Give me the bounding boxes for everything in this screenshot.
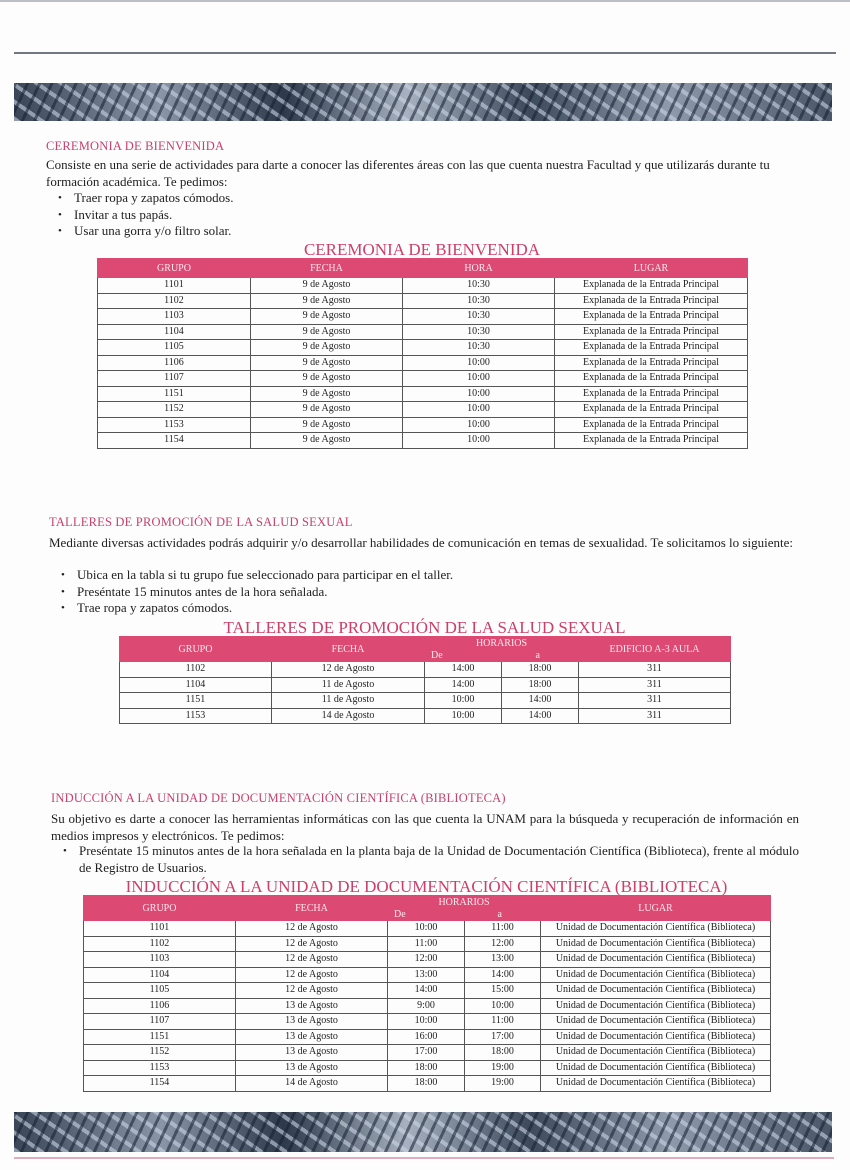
table-cell: 10:30 bbox=[403, 278, 555, 294]
table-cell: 9 de Agosto bbox=[251, 340, 403, 356]
table-cell: 9 de Agosto bbox=[251, 402, 403, 418]
table-cell: 311 bbox=[579, 677, 731, 693]
horarios-a-label: a bbox=[497, 909, 502, 920]
table-cell: 11 de Agosto bbox=[272, 677, 425, 693]
table-cell: 10:00 bbox=[388, 1014, 465, 1030]
section-intro-talleres: Mediante diversas actividades podrás adquirir y/o desarrollar habilidades de comunicación en temas de sexualidad. Te solicitamos lo siguiente: bbox=[49, 535, 793, 550]
table-cell: 13:00 bbox=[388, 967, 465, 983]
talleres-schedule-table bbox=[119, 636, 731, 724]
table-cell: 1153 bbox=[120, 708, 272, 724]
list-item: • Preséntate 15 minutos antes de la hora señalada. bbox=[49, 584, 749, 601]
table-cell: 13 de Agosto bbox=[236, 998, 388, 1014]
bottom-decorative-banner bbox=[14, 1112, 832, 1152]
table-cell: 14:00 bbox=[465, 967, 541, 983]
table-cell: 1103 bbox=[84, 952, 236, 968]
table-cell: 11:00 bbox=[465, 1014, 541, 1030]
table-cell: Unidad de Documentación Científica (Biblioteca) bbox=[541, 983, 771, 999]
table-cell: 1101 bbox=[84, 921, 236, 937]
table-cell: Unidad de Documentación Científica (Biblioteca) bbox=[541, 952, 771, 968]
table-cell: Explanada de la Entrada Principal bbox=[555, 371, 748, 387]
table-cell: Unidad de Documentación Científica (Biblioteca) bbox=[541, 967, 771, 983]
table-cell: 17:00 bbox=[465, 1029, 541, 1045]
table-cell: 10:00 bbox=[403, 386, 555, 402]
table-cell: Explanada de la Entrada Principal bbox=[555, 340, 748, 356]
table-cell: Unidad de Documentación Científica (Biblioteca) bbox=[541, 1060, 771, 1076]
table-cell: 13 de Agosto bbox=[236, 1029, 388, 1045]
list-item: • Usar una gorra y/o filtro solar. bbox=[46, 223, 746, 240]
table-row bbox=[84, 952, 771, 968]
column-header-grupo: GRUPO bbox=[84, 896, 236, 921]
table-cell: 13 de Agosto bbox=[236, 1060, 388, 1076]
table-cell: 10:00 bbox=[465, 998, 541, 1014]
table-cell: 16:00 bbox=[388, 1029, 465, 1045]
table-cell: 10:00 bbox=[388, 921, 465, 937]
table-row bbox=[120, 662, 731, 678]
table-cell: Unidad de Documentación Científica (Biblioteca) bbox=[541, 1045, 771, 1061]
table-cell: 1151 bbox=[84, 1029, 236, 1045]
table-cell: 1154 bbox=[84, 1076, 236, 1092]
column-header-aula: EDIFICIO A-3 AULA bbox=[579, 637, 731, 662]
table-cell: 14:00 bbox=[425, 662, 502, 678]
table-cell: 18:00 bbox=[502, 677, 579, 693]
table-cell: 9 de Agosto bbox=[251, 355, 403, 371]
table-cell: Unidad de Documentación Científica (Biblioteca) bbox=[541, 998, 771, 1014]
horarios-label: HORARIOS bbox=[438, 897, 490, 908]
column-header-lugar: LUGAR bbox=[555, 259, 748, 278]
table-cell: 17:00 bbox=[388, 1045, 465, 1061]
table-cell: 14 de Agosto bbox=[272, 708, 425, 724]
table-cell: Explanada de la Entrada Principal bbox=[555, 433, 748, 449]
table-cell: Explanada de la Entrada Principal bbox=[555, 417, 748, 433]
table-cell: 1102 bbox=[84, 936, 236, 952]
column-header-fecha: FECHA bbox=[251, 259, 403, 278]
horarios-a-label: a bbox=[535, 650, 540, 661]
table-cell: 14:00 bbox=[425, 677, 502, 693]
table-row bbox=[98, 386, 748, 402]
table-title-biblioteca: INDUCCIÓN A LA UNIDAD DE DOCUMENTACIÓN CIENTÍFICA (BIBLIOTECA) bbox=[125, 877, 728, 896]
table-row bbox=[98, 324, 748, 340]
table-row bbox=[84, 1029, 771, 1045]
table-cell: Explanada de la Entrada Principal bbox=[555, 324, 748, 340]
table-cell: 1105 bbox=[84, 983, 236, 999]
table-row bbox=[98, 340, 748, 356]
table-cell: 1103 bbox=[98, 309, 251, 325]
table-cell: 18:00 bbox=[465, 1045, 541, 1061]
table-cell: Unidad de Documentación Científica (Biblioteca) bbox=[541, 1029, 771, 1045]
table-cell: Explanada de la Entrada Principal bbox=[555, 278, 748, 294]
table-row bbox=[120, 693, 731, 709]
bullet-list-talleres bbox=[49, 567, 749, 617]
table-title-ceremonia: CEREMONIA DE BIENVENIDA bbox=[303, 240, 541, 259]
table-cell: 12 de Agosto bbox=[236, 967, 388, 983]
table-cell: 1107 bbox=[84, 1014, 236, 1030]
column-header-grupo: GRUPO bbox=[98, 259, 251, 278]
table-cell: 19:00 bbox=[465, 1060, 541, 1076]
list-item: • Preséntate 15 minutos antes de la hora señalada en la planta baja de la Unidad de Documentación Científica (Biblioteca), frente al módulo de Registro de Usuarios. bbox=[51, 843, 799, 876]
table-cell: 14:00 bbox=[502, 708, 579, 724]
table-cell: 311 bbox=[579, 693, 731, 709]
table-cell: 9 de Agosto bbox=[251, 417, 403, 433]
table-cell: 1104 bbox=[98, 324, 251, 340]
table-cell: 9:00 bbox=[388, 998, 465, 1014]
table-cell: Unidad de Documentación Científica (Biblioteca) bbox=[541, 1014, 771, 1030]
table-row bbox=[84, 1060, 771, 1076]
table-cell: 1104 bbox=[84, 967, 236, 983]
table-cell: 10:00 bbox=[403, 402, 555, 418]
table-cell: 9 de Agosto bbox=[251, 371, 403, 387]
table-cell: 1104 bbox=[120, 677, 272, 693]
column-header-lugar: LUGAR bbox=[541, 896, 771, 921]
list-item: • Ubica en la tabla si tu grupo fue seleccionado para participar en el taller. bbox=[49, 567, 749, 584]
table-cell: 18:00 bbox=[388, 1060, 465, 1076]
section-intro-biblioteca: Su objetivo es darte a conocer las herramientas informáticas con las que cuenta la UNAM para la búsqueda y recuperación de información en medios impresos y electrónicos. Te pedimos: bbox=[51, 811, 799, 843]
table-cell: Explanada de la Entrada Principal bbox=[555, 355, 748, 371]
table-row bbox=[84, 1045, 771, 1061]
section-heading-talleres: TALLERES DE PROMOCIÓN DE LA SALUD SEXUAL bbox=[49, 515, 353, 529]
table-cell: 1106 bbox=[98, 355, 251, 371]
table-cell: 18:00 bbox=[388, 1076, 465, 1092]
table-cell: 12 de Agosto bbox=[272, 662, 425, 678]
list-item: • Traer ropa y zapatos cómodos. bbox=[46, 190, 746, 207]
horarios-de-label: De bbox=[431, 650, 443, 661]
table-cell: 13:00 bbox=[465, 952, 541, 968]
table-cell: Explanada de la Entrada Principal bbox=[555, 309, 748, 325]
table-cell: 1102 bbox=[98, 293, 251, 309]
table-row bbox=[98, 309, 748, 325]
table-cell: Unidad de Documentación Científica (Biblioteca) bbox=[541, 921, 771, 937]
table-cell: 13 de Agosto bbox=[236, 1045, 388, 1061]
table-row bbox=[84, 936, 771, 952]
table-cell: 1102 bbox=[120, 662, 272, 678]
table-cell: 18:00 bbox=[502, 662, 579, 678]
table-cell: 10:00 bbox=[425, 708, 502, 724]
list-item: • Invitar a tus papás. bbox=[46, 207, 746, 224]
table-cell: Unidad de Documentación Científica (Biblioteca) bbox=[541, 1076, 771, 1092]
table-cell: 13 de Agosto bbox=[236, 1014, 388, 1030]
table-cell: 14:00 bbox=[502, 693, 579, 709]
table-cell: 10:30 bbox=[403, 293, 555, 309]
table-cell: 10:00 bbox=[403, 355, 555, 371]
table-row bbox=[98, 355, 748, 371]
bullet-list-biblioteca bbox=[51, 843, 799, 876]
table-cell: 11 de Agosto bbox=[272, 693, 425, 709]
table-row bbox=[98, 402, 748, 418]
column-header-fecha: FECHA bbox=[272, 637, 425, 662]
section-heading-ceremonia: CEREMONIA DE BIENVENIDA bbox=[46, 139, 225, 153]
table-cell: 12 de Agosto bbox=[236, 983, 388, 999]
table-cell: 1151 bbox=[98, 386, 251, 402]
table-cell: 1153 bbox=[98, 417, 251, 433]
bullet-list-ceremonia bbox=[46, 190, 746, 240]
biblioteca-schedule-table bbox=[83, 895, 771, 1092]
table-row bbox=[98, 293, 748, 309]
section-intro-ceremonia: Consiste en una serie de actividades para darte a conocer las diferentes áreas con las que cuenta nuestra Facultad y que utilizarás durante tu formación académica. Te pedimos: bbox=[46, 157, 770, 189]
table-cell: 19:00 bbox=[465, 1076, 541, 1092]
table-row bbox=[98, 278, 748, 294]
table-cell: 14:00 bbox=[388, 983, 465, 999]
table-cell: 1101 bbox=[98, 278, 251, 294]
table-cell: 1151 bbox=[120, 693, 272, 709]
table-cell: 10:00 bbox=[403, 371, 555, 387]
header-rule bbox=[14, 52, 836, 54]
table-cell: 1106 bbox=[84, 998, 236, 1014]
table-row bbox=[84, 983, 771, 999]
table-row bbox=[120, 677, 731, 693]
table-row bbox=[84, 1014, 771, 1030]
table-cell: 10:30 bbox=[403, 340, 555, 356]
table-cell: 12:00 bbox=[388, 952, 465, 968]
table-cell: Explanada de la Entrada Principal bbox=[555, 402, 748, 418]
table-cell: 9 de Agosto bbox=[251, 278, 403, 294]
table-cell: 311 bbox=[579, 662, 731, 678]
table-cell: 10:00 bbox=[425, 693, 502, 709]
column-header-fecha: FECHA bbox=[236, 896, 388, 921]
table-cell: 12 de Agosto bbox=[236, 921, 388, 937]
column-header-horarios bbox=[425, 637, 579, 662]
table-row bbox=[84, 998, 771, 1014]
table-cell: Explanada de la Entrada Principal bbox=[555, 293, 748, 309]
table-cell: 10:30 bbox=[403, 324, 555, 340]
ceremonia-schedule-table bbox=[97, 258, 748, 449]
footer-rule bbox=[14, 1157, 834, 1159]
table-cell: 9 de Agosto bbox=[251, 293, 403, 309]
table-cell: 1153 bbox=[84, 1060, 236, 1076]
table-row bbox=[98, 433, 748, 449]
table-cell: 12 de Agosto bbox=[236, 952, 388, 968]
horarios-de-label: De bbox=[394, 909, 406, 920]
table-cell: 9 de Agosto bbox=[251, 309, 403, 325]
table-cell: 9 de Agosto bbox=[251, 386, 403, 402]
table-row bbox=[84, 1076, 771, 1092]
list-item: • Trae ropa y zapatos cómodos. bbox=[49, 600, 749, 617]
table-cell: 12 de Agosto bbox=[236, 936, 388, 952]
section-heading-biblioteca: INDUCCIÓN A LA UNIDAD DE DOCUMENTACIÓN CIENTÍFICA (BIBLIOTECA) bbox=[51, 791, 506, 805]
table-row bbox=[84, 967, 771, 983]
table-cell: 311 bbox=[579, 708, 731, 724]
table-cell: Explanada de la Entrada Principal bbox=[555, 386, 748, 402]
table-cell: 1107 bbox=[98, 371, 251, 387]
top-decorative-banner bbox=[14, 83, 832, 121]
table-row bbox=[98, 371, 748, 387]
table-cell: 10:00 bbox=[403, 417, 555, 433]
table-cell: 10:00 bbox=[403, 433, 555, 449]
table-cell: 1105 bbox=[98, 340, 251, 356]
table-cell: 1152 bbox=[98, 402, 251, 418]
table-cell: 9 de Agosto bbox=[251, 324, 403, 340]
table-row bbox=[120, 708, 731, 724]
table-cell: 9 de Agosto bbox=[251, 433, 403, 449]
top-edge-line bbox=[0, 0, 850, 2]
table-cell: 12:00 bbox=[465, 936, 541, 952]
table-cell: Unidad de Documentación Científica (Biblioteca) bbox=[541, 936, 771, 952]
table-cell: 15:00 bbox=[465, 983, 541, 999]
table-cell: 1152 bbox=[84, 1045, 236, 1061]
table-cell: 11:00 bbox=[465, 921, 541, 937]
horarios-label: HORARIOS bbox=[475, 638, 528, 649]
table-row bbox=[98, 417, 748, 433]
table-cell: 1154 bbox=[98, 433, 251, 449]
table-cell: 11:00 bbox=[388, 936, 465, 952]
table-cell: 10:30 bbox=[403, 309, 555, 325]
column-header-horarios bbox=[388, 896, 541, 921]
table-title-talleres: TALLERES DE PROMOCIÓN DE LA SALUD SEXUAL bbox=[223, 618, 626, 637]
column-header-hora: HORA bbox=[403, 259, 555, 278]
column-header-grupo: GRUPO bbox=[120, 637, 272, 662]
table-row bbox=[84, 921, 771, 937]
table-cell: 14 de Agosto bbox=[236, 1076, 388, 1092]
